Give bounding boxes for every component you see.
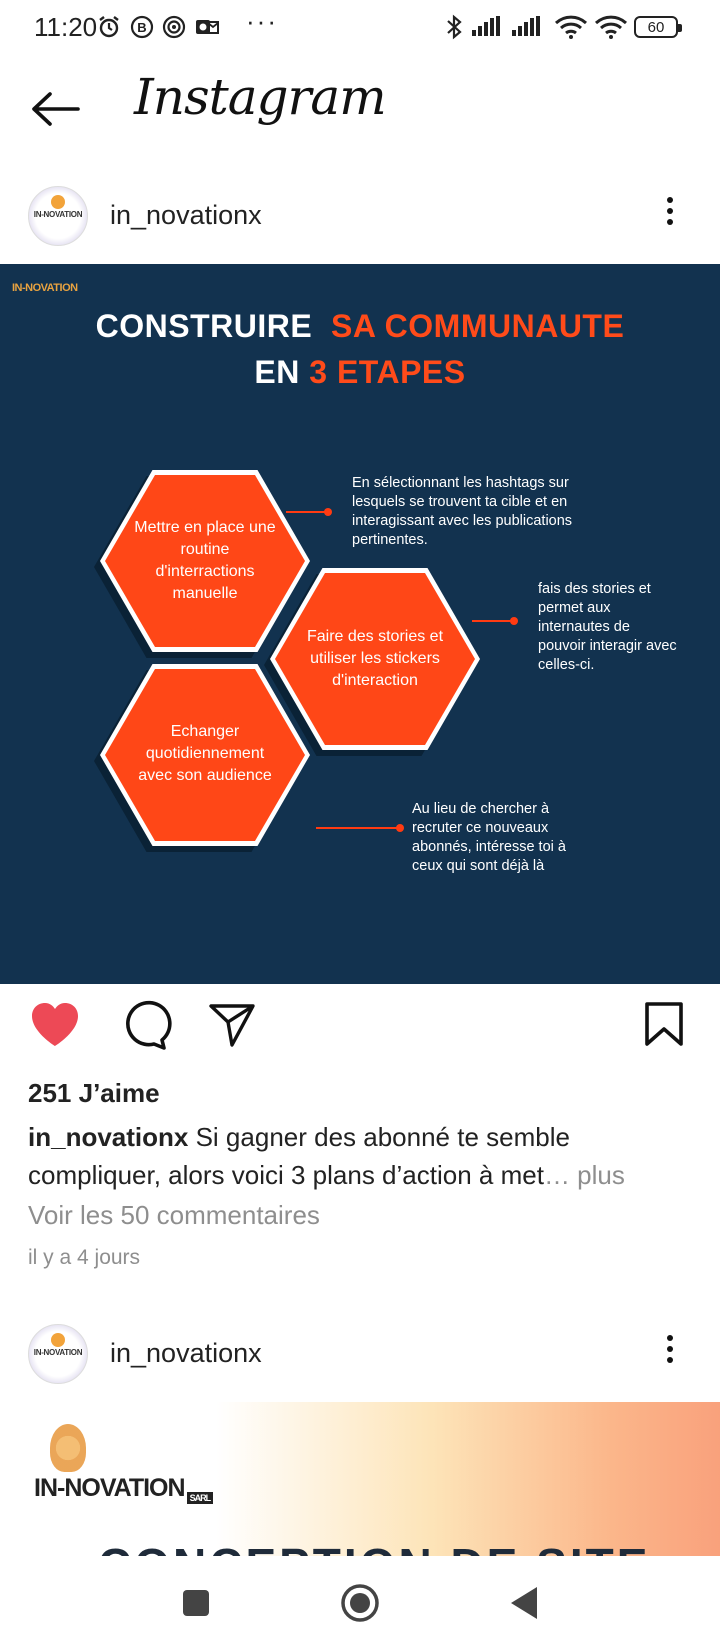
- post-header: [0, 164, 720, 264]
- image-title-line2: [0, 354, 720, 391]
- post-caption[interactable]: [28, 1118, 698, 1194]
- step-1-text: Mettre en place une routine d'interractions manuelle: [134, 519, 276, 602]
- caption-username[interactable]: in_novationx: [28, 1122, 189, 1152]
- wifi-1-icon: [554, 14, 588, 40]
- battery-level: 60: [647, 18, 665, 36]
- post-timestamp: il y a 4 jours: [28, 1246, 141, 1269]
- connector-dot: [396, 824, 404, 832]
- status-time: 11:20: [34, 12, 98, 42]
- signal-1-icon: [472, 14, 506, 40]
- alarm-icon: [96, 14, 122, 40]
- connector-dot: [324, 508, 332, 516]
- target-app-icon: [162, 14, 186, 40]
- system-nav-bar: [0, 1556, 720, 1650]
- post-image[interactable]: [0, 264, 720, 984]
- step-2-description: fais des stories et permet aux internautes de pouvoir interagir avec celles-ci.: [538, 581, 677, 673]
- brand-logo: [34, 1474, 213, 1503]
- bulb-logo-icon: [50, 1424, 86, 1472]
- step-1-description: En sélectionnant les hashtags sur lesquels se trouvent ta cible et en interagissant avec les publications pertinentes.: [352, 475, 573, 548]
- b-app-icon: [130, 14, 154, 40]
- step-2-text: Faire des stories et utiliser les stickers d'interaction: [306, 628, 444, 689]
- back-arrow-icon[interactable]: [28, 84, 84, 134]
- more-notifications-icon: ···: [246, 6, 278, 36]
- title-orange-part: SA COMMUNAUTE: [331, 308, 625, 344]
- outlook-icon: [194, 14, 220, 40]
- wifi-2-icon: [594, 14, 628, 40]
- avatar-logo-text: IN-NOVATION: [33, 210, 83, 219]
- post-header: [0, 1302, 720, 1402]
- caption-text: Si gagner des abonné te semble compliquer, alors voici 3 plans d’action à met: [28, 1122, 570, 1190]
- brand-logo-text: IN-NOVATION: [34, 1474, 185, 1502]
- status-bar: [0, 0, 720, 54]
- like-heart-icon[interactable]: [30, 1002, 80, 1052]
- bulb-logo-icon: [51, 1333, 65, 1347]
- image-title-line1: [0, 308, 720, 345]
- view-comments-link[interactable]: Voir les 50 commentaires: [28, 1200, 320, 1230]
- brand-logo-suffix: SARL: [187, 1492, 214, 1504]
- more-options-icon[interactable]: [660, 192, 680, 236]
- post-username[interactable]: in_novationx: [110, 1338, 262, 1368]
- connector-line: [472, 620, 514, 622]
- avatar[interactable]: [28, 1324, 88, 1384]
- step-3-text: Echanger quotidiennement avec son audience: [138, 723, 272, 784]
- connector-dot: [510, 617, 518, 625]
- instagram-logo: Instagram: [134, 68, 386, 126]
- avatar-logo-text: IN-NOVATION: [33, 1348, 83, 1357]
- title-white-part: EN: [254, 354, 300, 390]
- comment-icon[interactable]: [120, 1002, 168, 1050]
- back-button[interactable]: [484, 1556, 564, 1650]
- likes-count[interactable]: 251 J’aime: [28, 1078, 160, 1108]
- title-white-part: CONSTRUIRE: [95, 308, 313, 344]
- home-button[interactable]: [320, 1556, 400, 1650]
- signal-2-icon: [512, 14, 546, 40]
- more-options-icon[interactable]: [660, 1330, 680, 1374]
- post-username[interactable]: in_novationx: [110, 200, 262, 230]
- recents-button[interactable]: [156, 1556, 236, 1650]
- brand-logo: IN-NOVATION: [12, 282, 78, 294]
- bluetooth-icon: [446, 14, 462, 40]
- bulb-logo-icon: [51, 195, 65, 209]
- svg-text:B: B: [137, 20, 147, 35]
- more-caption-link[interactable]: … plus: [543, 1160, 625, 1190]
- app-bar: [0, 54, 720, 164]
- battery-indicator: [634, 16, 678, 38]
- share-paper-plane-icon[interactable]: [208, 1002, 256, 1050]
- step-3-description: Au lieu de chercher à recruter ce nouveaux abonnés, intéresse toi à ceux qui sont déjà là: [412, 801, 566, 874]
- post-image[interactable]: [0, 1402, 720, 1556]
- connector-line: [316, 827, 400, 829]
- avatar[interactable]: [28, 186, 88, 246]
- title-orange-part: 3 ETAPES: [309, 354, 466, 390]
- connector-line: [286, 511, 328, 513]
- bookmark-icon[interactable]: [644, 1002, 684, 1048]
